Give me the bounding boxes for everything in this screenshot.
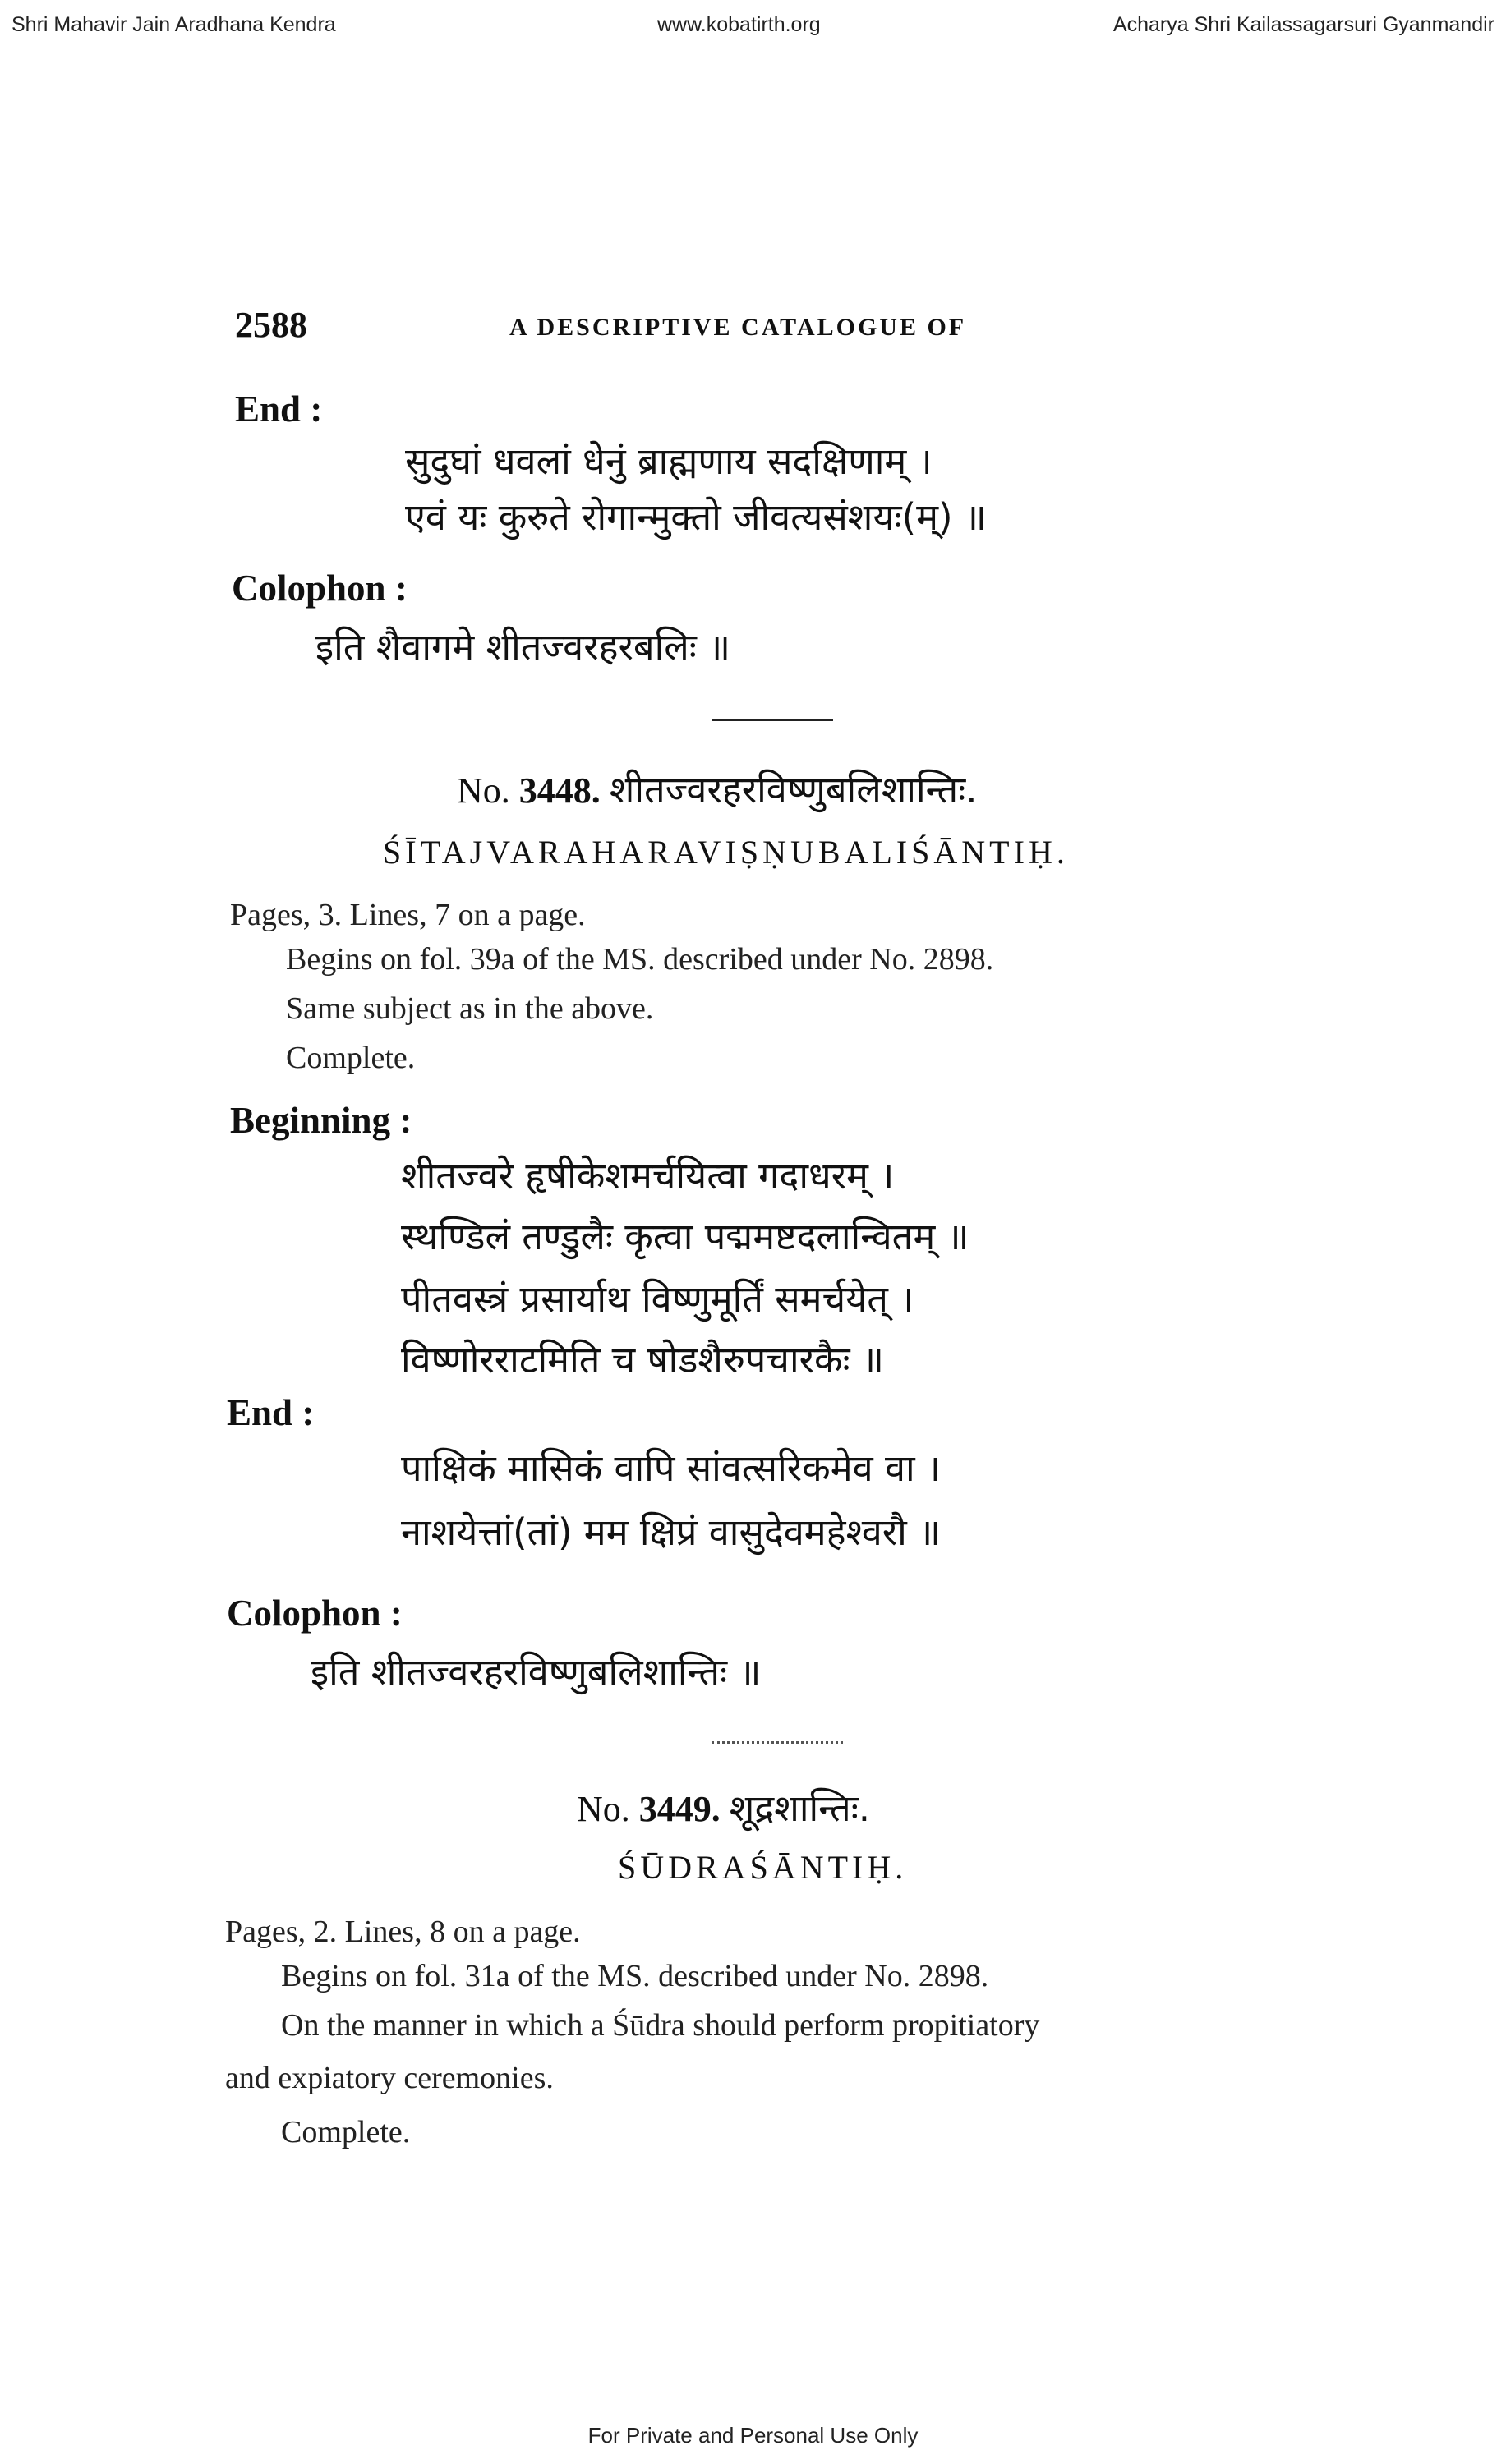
colophon-label: Colophon : (232, 568, 408, 609)
end-verse-line: एवं यः कुरुते रोगान्मुक्तो जीवत्यसंशयः(म्) ॥ (405, 495, 987, 539)
beginning-verse-line: शीतज्वरे हृषीकेशमर्चयित्वा गदाधरम् । (401, 1154, 895, 1198)
end-label: End : (227, 1392, 315, 1433)
entry-number: 3448. (518, 770, 601, 811)
begins-line: Begins on fol. 39a of the MS. described under No. 2898. (286, 942, 994, 977)
colophon-label: Colophon : (227, 1593, 403, 1634)
entry-title-devanagari: शूद्रशान्तिः. (729, 1786, 871, 1830)
header-left-text: Shri Mahavir Jain Aradhana Kendra (12, 13, 336, 36)
running-head: A DESCRIPTIVE CATALOGUE OF (509, 314, 967, 341)
colophon-line: इति शीतज्वरहरविष्णुबलिशान्तिः ॥ (311, 1650, 762, 1694)
pages-line: Pages, 2. Lines, 8 on a page. (225, 1915, 581, 1949)
entry-heading (577, 1782, 870, 1832)
entry-transliteration: ŚŪDRAŚĀNTIḤ. (618, 1849, 908, 1886)
beginning-verse-line: विष्णोरराटमिति च षोडशैरुपचारकैः ॥ (401, 1338, 884, 1381)
begins-line: Begins on fol. 31a of the MS. described under No. 2898. (281, 1959, 989, 1993)
description-line: On the manner in which a Śūdra should perform propitiatory (281, 2008, 1040, 2043)
page-number: 2588 (235, 305, 307, 345)
pages-line: Pages, 3. Lines, 7 on a page. (230, 898, 586, 932)
complete-line: Complete. (286, 1041, 416, 1075)
beginning-verse-line: पीतवस्त्रं प्रसार्याथ विष्णुमूर्तिं समर्चयेत् । (401, 1277, 914, 1321)
entry-title-devanagari: शीतज्वरहरविष्णुबलिशान्तिः. (609, 768, 978, 811)
end-verse-line: नाशयेत्तां(तां) मम क्षिप्रं वासुदेवमहेश्वरौ ॥ (401, 1510, 942, 1554)
entry-no-prefix: No. (577, 1789, 630, 1829)
footer-notice: For Private and Personal Use Only (587, 2423, 919, 2448)
end-verse-line: सुदुघां धवलां धेनुं ब्राह्मणाय सदक्षिणाम् । (405, 439, 933, 483)
beginning-label: Beginning : (230, 1100, 412, 1141)
complete-line: Complete. (281, 2115, 411, 2149)
entry-number: 3449. (638, 1789, 721, 1829)
header-center-url[interactable]: www.kobatirth.org (657, 13, 821, 36)
entry-transliteration: ŚĪTAJVARAHARAVIṢṆUBALIŚĀNTIḤ. (383, 834, 1069, 871)
description-line: and expiatory ceremonies. (225, 2061, 554, 2095)
section-divider (712, 719, 833, 721)
entry-no-prefix: No. (457, 770, 510, 811)
end-label: End : (235, 388, 323, 430)
end-verse-line: पाक्षिकं मासिकं वापि सांवत्सरिकमेव वा । (401, 1446, 941, 1490)
section-divider (712, 1741, 843, 1744)
subject-line: Same subject as in the above. (286, 991, 654, 1026)
entry-heading (457, 764, 978, 814)
beginning-verse-line: स्थण्डिलं तण्डुलैः कृत्वा पद्ममष्टदलान्वितम् ॥ (401, 1215, 969, 1258)
header-right-text: Acharya Shri Kailassagarsuri Gyanmandir (1112, 13, 1494, 36)
colophon-line: इति शैवागमे शीतज्वरहरबलिः ॥ (315, 625, 731, 669)
